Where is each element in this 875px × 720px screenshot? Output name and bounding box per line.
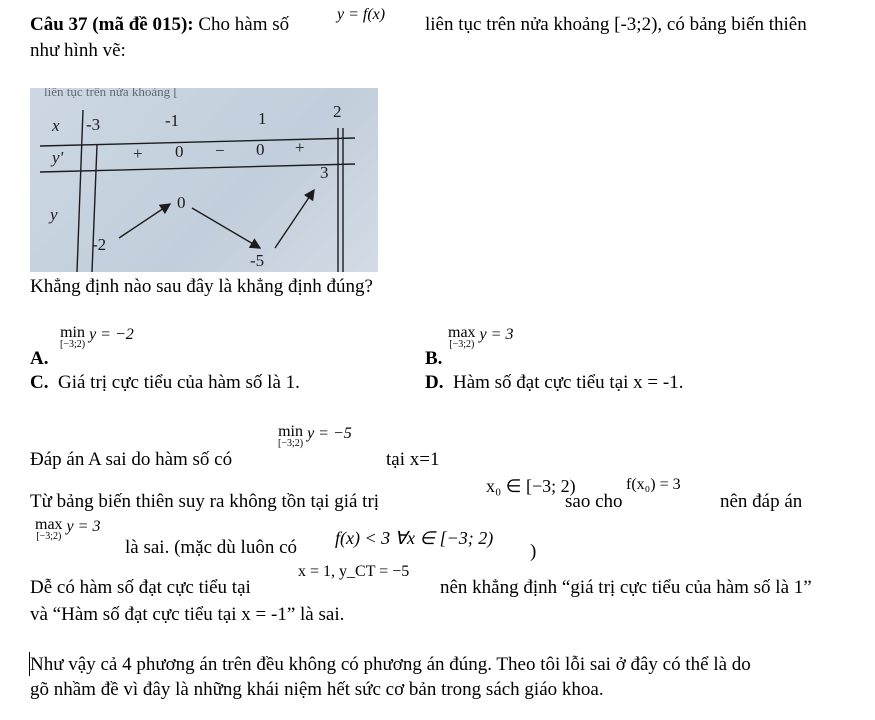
conclusion-line-2: gõ nhầm đề vì đây là những khái niệm hết sức cơ bản trong sách giáo khoa. [30,679,604,700]
photo-caption-fragment: liên tục trên nửa khoảng [ [44,88,178,99]
sub: [−3;2) [60,339,86,350]
x-value: -3 [86,115,101,134]
y-value: -2 [92,235,107,254]
question-text-cont: liên tục trên nửa khoảng [-3;2), có bảng biến thiên [425,14,807,35]
solution-line-1: Đáp án A sai do hàm số có [30,449,233,470]
option-b-formula [448,326,513,350]
solution-line-3: là sai. (mặc dù luôn có [125,537,298,558]
solution-line-3b: ) [530,541,537,562]
table-lines [40,110,355,272]
sign: 0 [256,140,265,159]
expr: y = −2 [89,326,134,343]
variation-table-image [30,88,378,272]
option-a-formula [60,326,134,350]
solution-line-2b: sao cho [565,491,623,512]
question-text-line2: như hình vẽ: [30,40,126,61]
x-value: 2 [333,102,342,121]
sign: + [295,138,305,157]
x-label: x [52,116,60,135]
sub: [−3;2) [36,531,62,542]
solution-inequality-formula: f(x) < 3 ∀x ∈ [−3; 2) [335,528,494,548]
question-text [30,14,289,36]
solution-line-1b: tại x=1 [386,449,440,470]
option-a[interactable] [30,348,48,370]
solution-line-4b: nên khẳng định “giá trị cực tiểu của hàm số là 1” [440,577,812,598]
y-value: 0 [177,193,186,212]
sign: 0 [175,142,184,161]
x-value: 1 [258,109,267,128]
solution-line-2c: nên đáp án [720,491,803,512]
op: max [448,324,476,341]
solution-fx0-formula: f(x₀) = 3 [626,476,681,493]
op: min [278,423,303,440]
sub: [−3;2) [278,438,304,449]
question-prompt: Khẳng định nào sau đây là khẳng định đúng? [30,276,373,297]
option-b-label: B. [425,348,443,369]
option-d[interactable] [425,372,683,394]
solution-line-2: Từ bảng biến thiên suy ra không tồn tại giá trị [30,491,380,512]
question-intro: Cho hàm số [198,14,290,35]
option-d-text: Hàm số đạt cực tiểu tại x = -1. [452,372,684,393]
y-label: y [50,205,58,224]
expr: y = −5 [307,425,352,442]
solution-ct-formula: x = 1, y_CT = −5 [298,563,410,580]
op: max [35,516,63,533]
x-value: -1 [165,111,180,130]
sign: + [133,144,143,163]
op: min [60,324,85,341]
solution-min-formula [278,425,352,449]
option-d-label: D. [425,372,444,393]
option-c-label: C. [30,372,49,393]
option-a-label: A. [30,348,49,369]
y-prime-label: y' [52,148,64,167]
expr: y = 3 [66,518,101,535]
solution-max-formula [35,518,100,542]
sub: [−3;2) [449,339,475,350]
solution-x0-formula: x₀ ∈ [−3; 2) [486,476,576,496]
solution-line-4: Dễ có hàm số đạt cực tiểu tại [30,577,251,598]
option-b[interactable] [425,348,442,370]
sign: − [215,141,225,160]
option-c-text: Giá trị cực tiểu của hàm số là 1. [57,372,300,393]
conclusion-line-1: Như vậy cả 4 phương án trên đều không có phương án đúng. Theo tôi lỗi sai ở đây có thể là do [30,654,751,675]
solution-line-5: và “Hàm số đạt cực tiểu tại x = -1” là sai. [30,604,345,625]
option-c[interactable] [30,372,300,394]
y-value: 3 [320,163,329,182]
function-formula: y = f(x) [337,6,386,23]
y-value: -5 [250,251,265,270]
question-label: Câu 37 (mã đề 015): [30,14,194,35]
expr: y = 3 [479,326,514,343]
